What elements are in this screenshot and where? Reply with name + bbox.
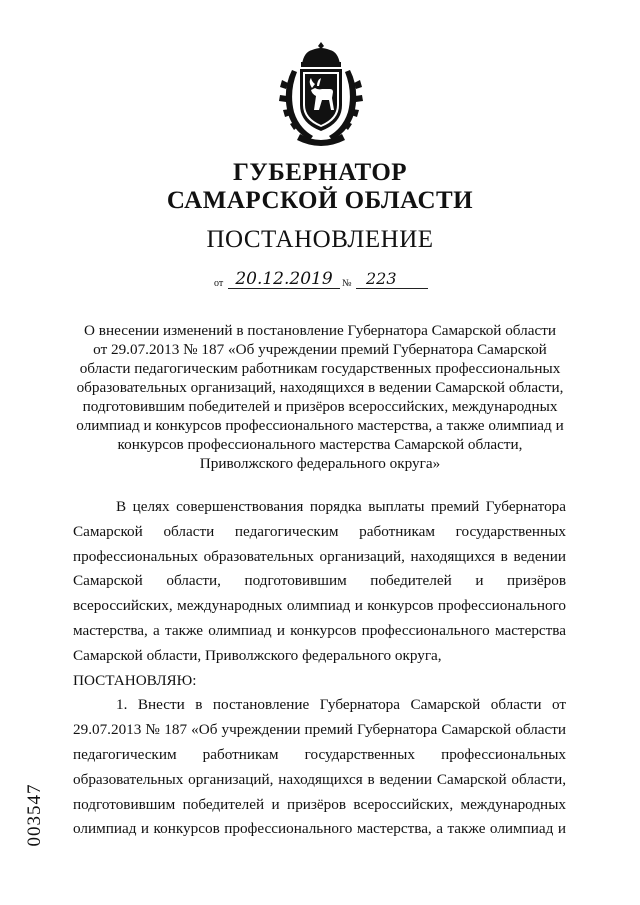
- handwritten-number: 223: [356, 270, 428, 289]
- authority-title-line2: САМАРСКОЙ ОБЛАСТИ: [166, 187, 474, 214]
- document-body: [73, 495, 566, 842]
- authority-title-line1: ГУБЕРНАТОР: [232, 159, 408, 186]
- number-prefix: №: [342, 278, 352, 289]
- date-prefix: от: [214, 278, 224, 289]
- decree-word: ПОСТАНОВЛЯЮ:: [73, 671, 197, 689]
- item-1-paragraph: 1. Внести в постановление Губернатора Самарской области от 29.07.2013 № 187 «Об учреждении премий Губернатора Самарской области педагогическим работникам государственных профессиональных образовательных организаций, находящихся в ведении Самарской области, подготовившим победителей и призёров всероссийских, международных олимпиад и конкурсов профессионального мастерства, а также олимпиад и: [73, 696, 566, 838]
- side-registration-number: [22, 770, 48, 860]
- preamble-text: В целях совершенствования порядка выплаты премий Губернатора Самарской области педагогическим работникам государственных профессиональных образовательных организаций, находящихся в ведении Самарской области, подготовившим победителей и призёров всероссийских, международных олимпиад и конкурсов профессионального мастерства, а также олимпиад и конкурсов профессионального мастерства Самарской области, Приволжского федерального округа,: [73, 498, 566, 664]
- preamble-paragraph: [73, 495, 566, 693]
- handwritten-date: 20.12.2019: [228, 270, 340, 289]
- document-type: ПОСТАНОВЛЕНИЕ: [206, 226, 434, 253]
- side-registration-number-text: 003547: [24, 783, 45, 847]
- document-subject: О внесении изменений в постановление Губернатора Самарской области от 29.07.2013 № 187 «Об учреждении премий Губернатора Самарской области педагогическим работникам государственных профессиональных образовательных организаций, находящихся в ведении Самарской области, подготовившим победителей и призёров всероссийских, международных олимпиад и конкурсов профессионального мастерства, а также олимпиад и конкурсов профессионального мастерства Самарской области, Приволжского федерального округа»: [76, 322, 564, 472]
- coat-of-arms-icon: [272, 40, 370, 148]
- date-number-line: [214, 270, 434, 292]
